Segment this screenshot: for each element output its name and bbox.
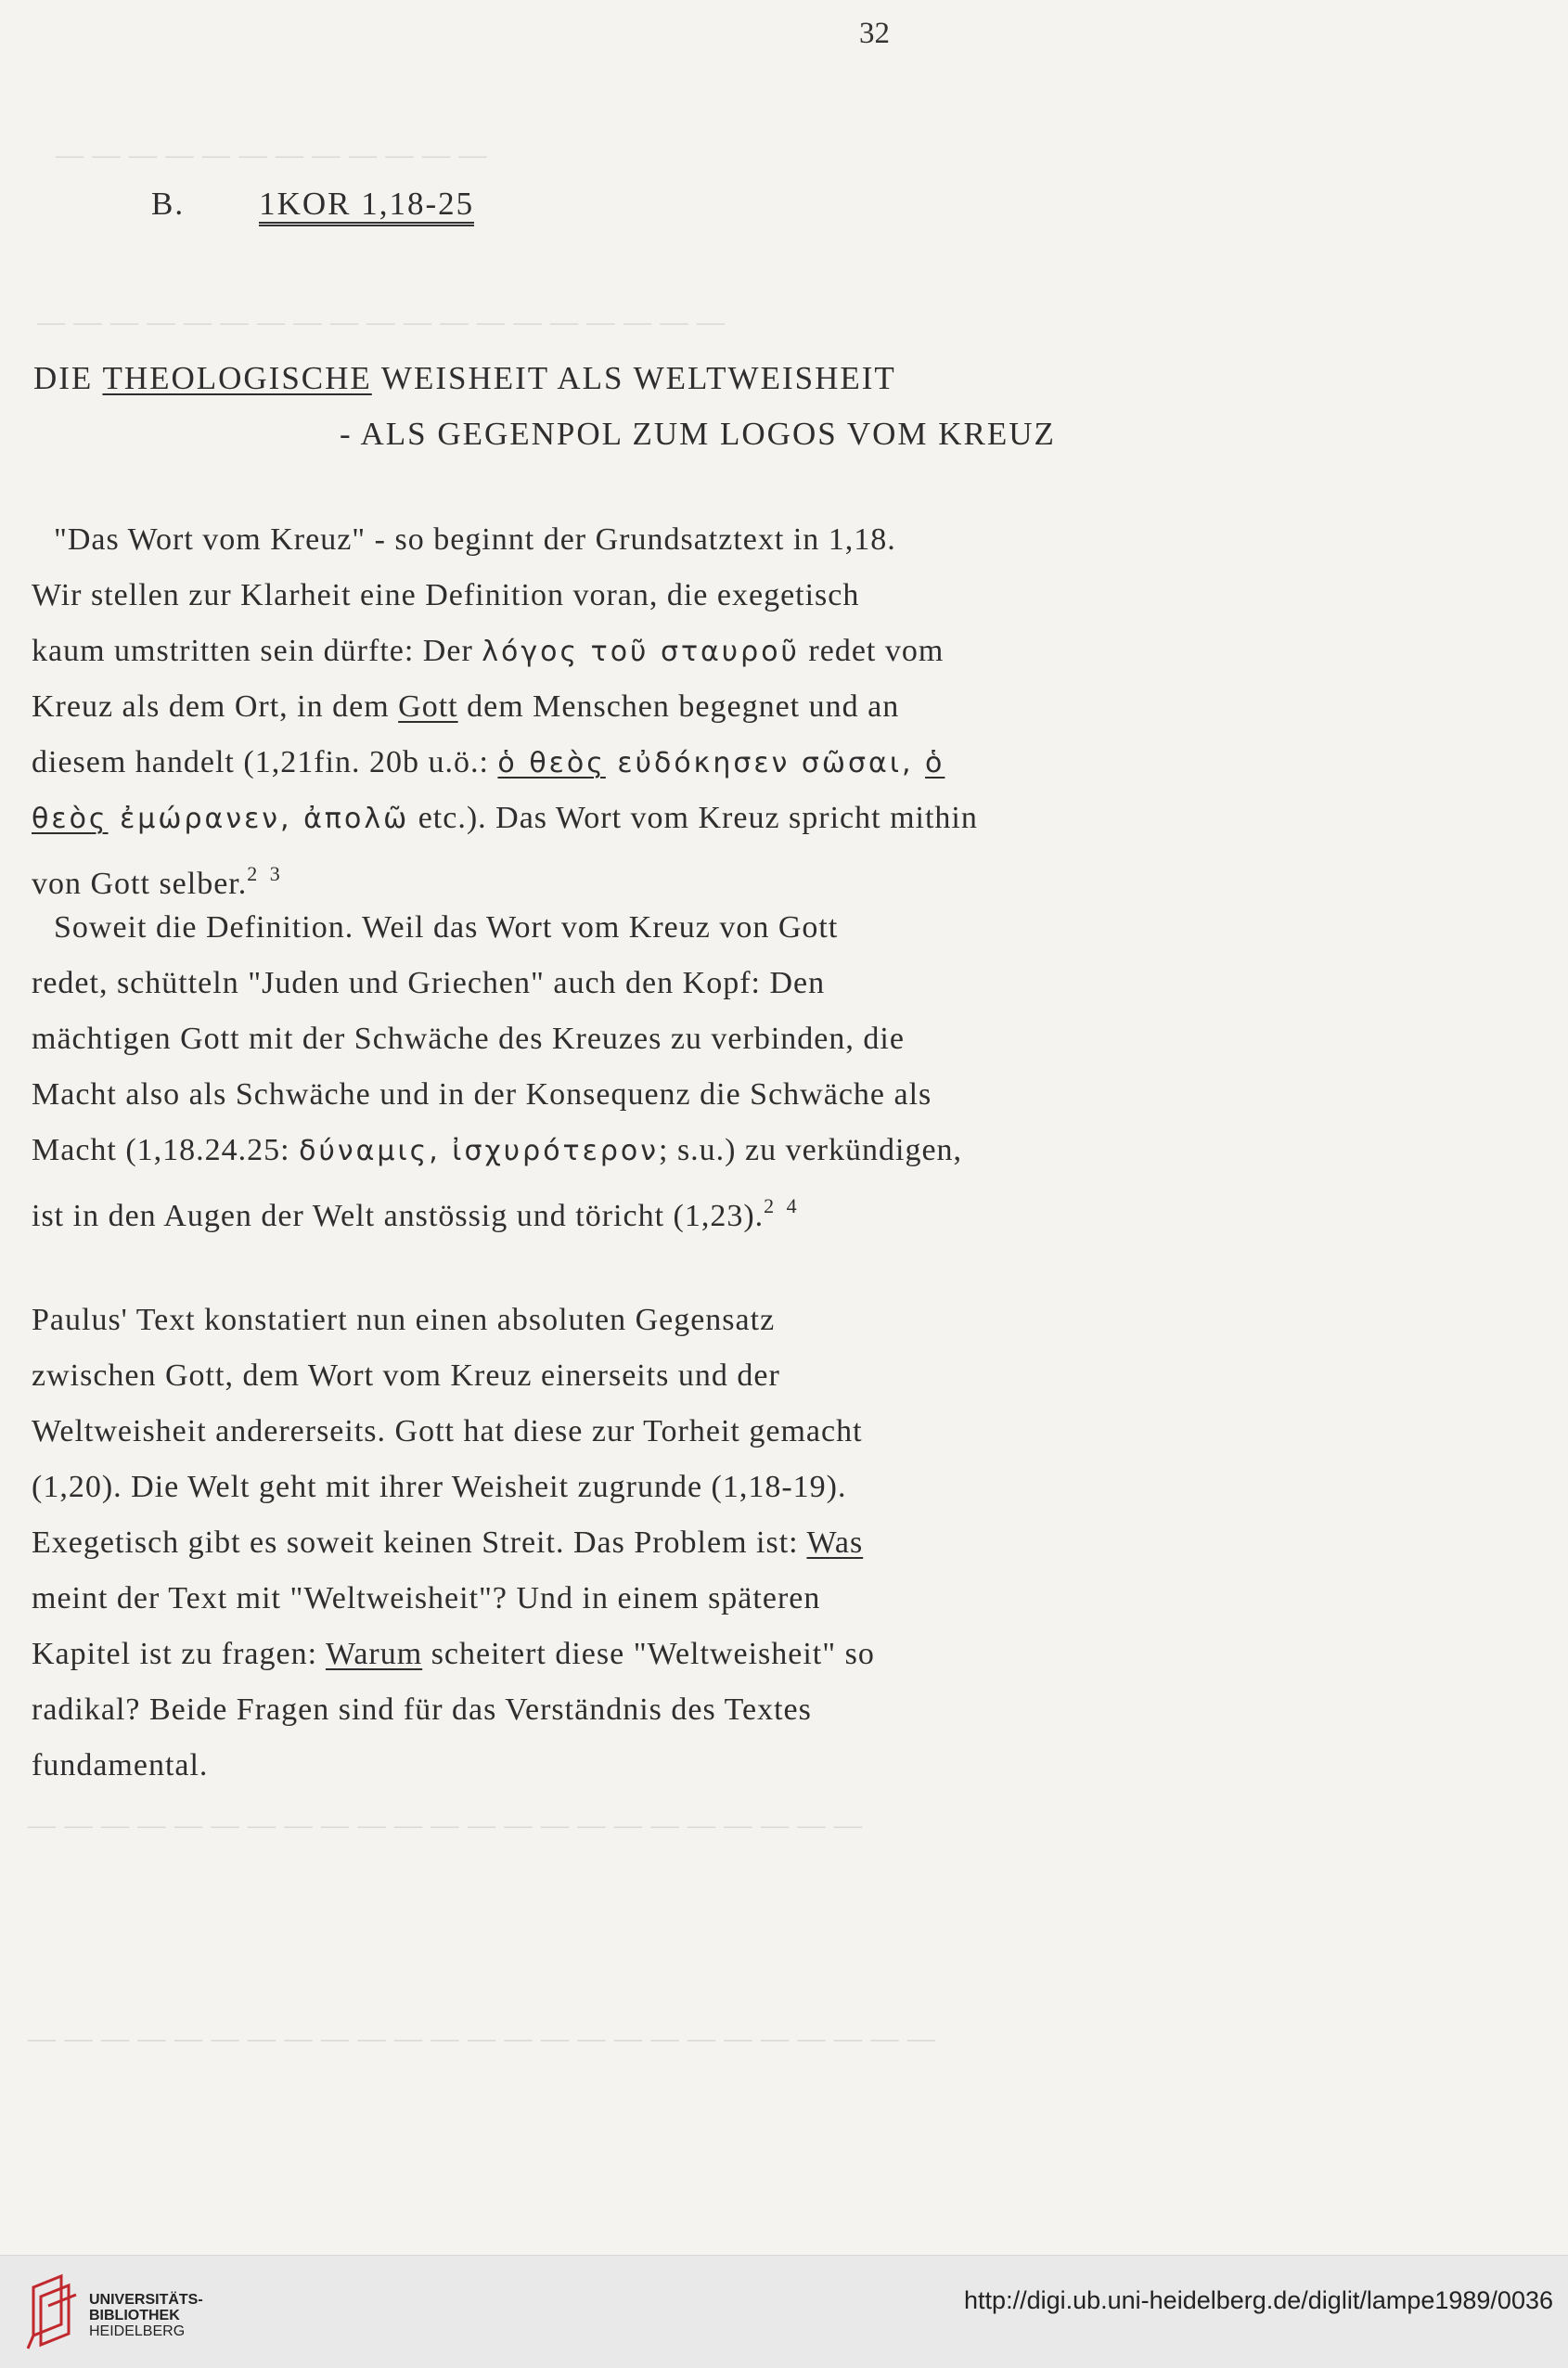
text-line (32, 791, 978, 846)
text-line (32, 735, 978, 791)
text-line (32, 1515, 875, 1571)
footnote-marker: 2 3 (247, 862, 284, 885)
text-run: Exegetisch gibt es soweit keinen Streit. Das Problem ist: (32, 1525, 807, 1560)
library-name-line: BIBLIOTHEK (89, 2308, 180, 2323)
greek-text: εὐδόκησεν σῶσαι, (605, 747, 926, 779)
text-line (32, 679, 978, 735)
greek-text: ὁ θεὸς (497, 747, 606, 779)
text-line: Wir stellen zur Klarheit eine Definition voran, die exegetisch (32, 578, 860, 612)
greek-text: ἐμώρανεν, ἀπολῶ (108, 803, 410, 835)
text-line: redet, schütteln "Juden und Griechen" auch den Kopf: Den (32, 966, 826, 1000)
paragraph-1 (32, 512, 978, 902)
text-line (32, 624, 978, 679)
underlined-word: Warum (325, 1637, 423, 1671)
section-heading (151, 186, 474, 223)
text-line (32, 846, 978, 902)
bleed-through: — — — — — — — — — — — — — — — — — — — — — — — — — (28, 2023, 936, 2053)
bleed-through: — — — — — — — — — — — — — — — — — — — — — — — (28, 1809, 863, 1840)
text-run: kaum umstritten sein dürfte: Der (32, 634, 482, 668)
greek-text: θεὸς (32, 803, 109, 835)
library-name-line: HEIDELBERG (89, 2323, 186, 2339)
text-line: "Das Wort vom Kreuz" - so beginnt der Grundsatztext in 1,18. (54, 522, 896, 557)
section-reference: 1KOR 1,18-25 (259, 186, 474, 226)
text-line: Soweit die Definition. Weil das Wort vom Kreuz von Gott (54, 910, 839, 945)
text-line (32, 1178, 962, 1234)
text-line: radikal? Beide Fragen sind für das Verständnis des Textes (32, 1692, 812, 1727)
chapter-title-line1 (33, 360, 896, 396)
bleed-through: — — — — — — — — — — — — — — — — — — — (37, 306, 726, 337)
bleed-through: — — — — — — — — — — — — (56, 139, 488, 170)
text-run: redet vom (799, 634, 945, 668)
text-line: zwischen Gott, dem Wort vom Kreuz einerseits und der (32, 1358, 780, 1393)
text-line (32, 1123, 962, 1178)
chapter-title-line2: - ALS GEGENPOL ZUM LOGOS VOM KREUZ (340, 416, 1056, 452)
paragraph-2 (32, 900, 962, 1234)
text-run: Macht (1,18.24.25: (32, 1133, 300, 1167)
text-run: von Gott selber. (32, 867, 248, 901)
text-run: dem Menschen begegnet und an (457, 689, 900, 724)
paragraph-3 (32, 1293, 875, 1794)
text-run: scheitert diese "Weltweisheit" so (422, 1637, 875, 1671)
library-name-line: UNIVERSITÄTS- (89, 2292, 203, 2308)
chapter-title (33, 351, 1056, 462)
page-number: 32 (859, 17, 890, 50)
text-run: ist in den Augen der Welt anstössig und töricht (1,23). (32, 1199, 765, 1233)
text-line: (1,20). Die Welt geht mit ihrer Weisheit zugrunde (1,18-19). (32, 1470, 847, 1504)
title-underlined-word: THEOLOGISCHE (102, 360, 372, 396)
text-run: diesem handelt (1,21fin. 20b u.ö.: (32, 745, 498, 779)
text-line: fundamental. (32, 1748, 209, 1782)
greek-text: δύναμις, ἰσχυρότερον (299, 1135, 659, 1167)
title-text: DIE (33, 360, 103, 396)
library-name (89, 2292, 203, 2339)
library-logo-icon (24, 2269, 89, 2352)
text-run: etc.). Das Wort vom Kreuz spricht mithin (409, 801, 978, 835)
text-run: Kapitel ist zu fragen: (32, 1637, 326, 1671)
text-run: Kreuz als dem Ort, in dem (32, 689, 399, 724)
text-line: Macht also als Schwäche und in der Konsequenz die Schwäche als (32, 1077, 932, 1112)
section-letter: B. (151, 186, 186, 222)
greek-text: ὁ (925, 747, 945, 779)
title-text: WEISHEIT ALS WELTWEISHEIT (371, 360, 896, 396)
text-run: ; s.u.) zu verkündigen, (659, 1133, 963, 1167)
text-line: meint der Text mit "Weltweisheit"? Und in einem späteren (32, 1581, 821, 1615)
text-line (32, 1627, 875, 1682)
underlined-word: Gott (398, 689, 458, 724)
text-line: Weltweisheit andererseits. Gott hat diese zur Torheit gemacht (32, 1414, 863, 1448)
greek-text: λόγος τοῦ σταυροῦ (482, 636, 800, 668)
text-line: mächtigen Gott mit der Schwäche des Kreuzes zu verbinden, die (32, 1022, 905, 1056)
footnote-marker: 2 4 (764, 1194, 801, 1217)
text-line: Paulus' Text konstatiert nun einen absoluten Gegensatz (32, 1303, 776, 1337)
permalink-url[interactable]: http://digi.ub.uni-heidelberg.de/diglit/lampe1989/0036 (964, 2286, 1553, 2314)
underlined-word: Was (806, 1525, 864, 1560)
